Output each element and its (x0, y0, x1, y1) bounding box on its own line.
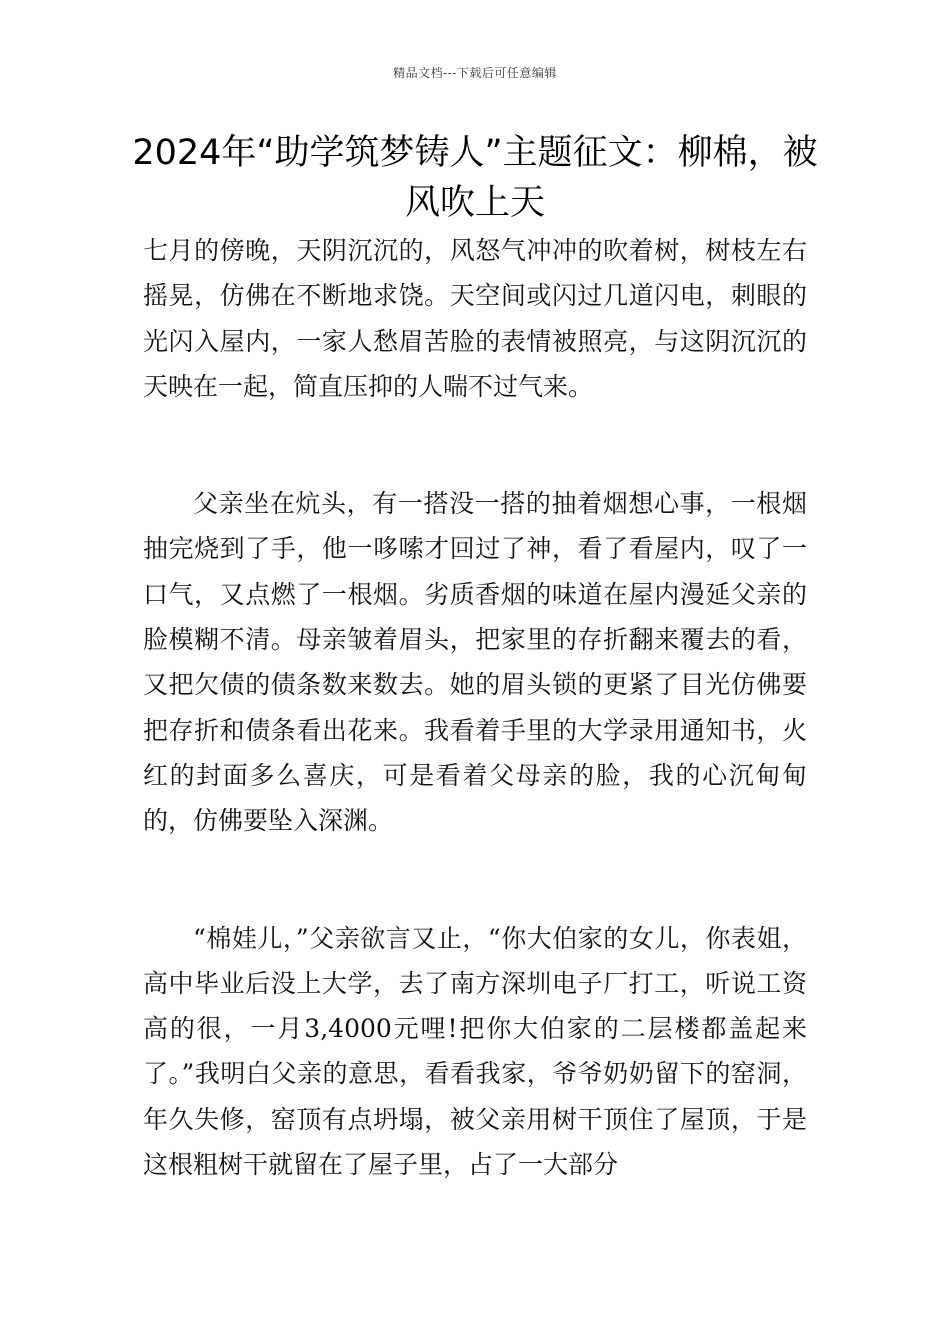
paragraph-3: “棉娃儿，”父亲欲言又止，“你大伯家的女儿，你表姐，高中毕业后没上大学，去了南方深圳电子厂打工，听说工资高的很，一月3,4000元哩!把你大伯家的二层楼都盖起来了。”我明白父亲的意思，看看我家，爷爷奶奶留下的窑洞，年久失修，窑顶有点坍塌，被父亲用树干顶住了屋顶，于是这根粗树干就留在了屋子里，占了一大部分 (143, 923, 807, 1180)
paragraph-spacer (143, 844, 807, 916)
document-body (143, 228, 807, 1187)
document-title: 2024年“助学筑梦铸人”主题征文：柳棉，被风吹上天 (132, 133, 818, 223)
paragraph-2: 父亲坐在炕头，有一搭没一搭的抽着烟想心事，一根烟抽完烧到了手，他一哆嗦才回过了神，看了看屋内，叹了一口气，又点燃了一根烟。劣质香烟的味道在屋内漫延父亲的脸模糊不清。母亲皱着眉头，把家里的存折翻来覆去的看，又把欠债的债条数来数去。她的眉头锁的更紧了目光仿佛要把存折和债条看出花来。我看着手里的大学录用通知书，火红的封面多么喜庆，可是看着父母亲的脸，我的心沉甸甸的，仿佛要坠入深渊。 (143, 489, 807, 836)
paragraph-1: 七月的傍晚，天阴沉沉的，风怒气冲冲的吹着树，树枝左右摇晃，仿佛在不断地求饶。天空间或闪过几道闪电，刺眼的光闪入屋内，一家人愁眉苦脸的表情被照亮，与这阴沉沉的天映在一起，简直压抑的人喘不过气来。 (143, 236, 807, 401)
page-header: 精品文档---下载后可任意编辑 (393, 66, 557, 80)
paragraph-spacer (143, 409, 807, 481)
